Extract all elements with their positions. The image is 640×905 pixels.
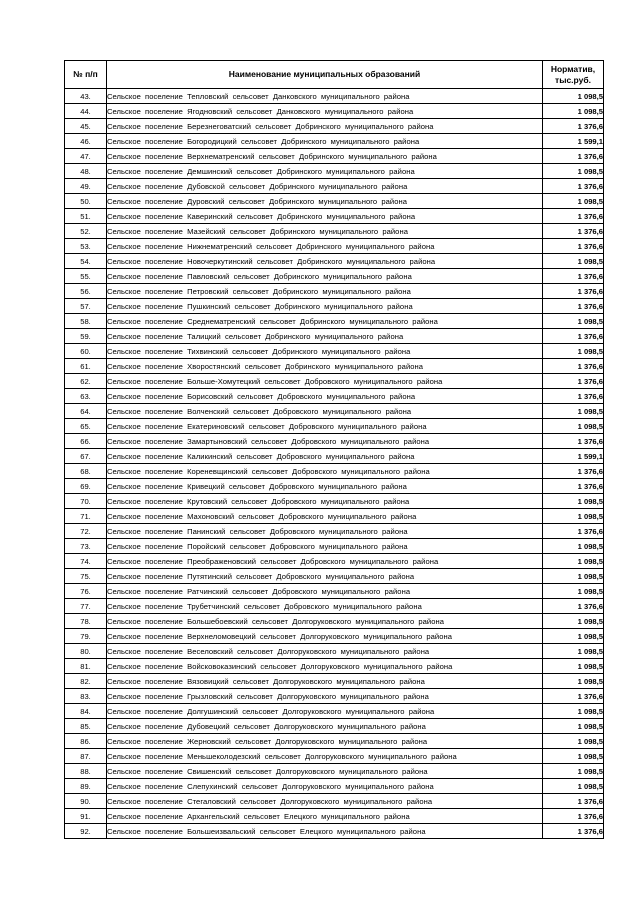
row-number: 46. xyxy=(65,134,107,149)
municipality-name: Сельское поселение Архангельский сельсовет Елецкого муниципального района xyxy=(107,809,543,824)
municipality-name: Сельское поселение Преображеновский сельсовет Добровского муниципального района xyxy=(107,554,543,569)
norm-value: 1 376,6 xyxy=(543,284,604,299)
municipality-name: Сельское поселение Екатериновский сельсовет Добровского муниципального района xyxy=(107,419,543,434)
municipality-name: Сельское поселение Крутовский сельсовет Добровского муниципального района xyxy=(107,494,543,509)
row-number: 71. xyxy=(65,509,107,524)
norm-value: 1 376,6 xyxy=(543,479,604,494)
row-number: 62. xyxy=(65,374,107,389)
row-number: 88. xyxy=(65,764,107,779)
table-row xyxy=(65,314,604,329)
municipality-name: Сельское поселение Большебоевский сельсовет Долгоруковского муниципального района xyxy=(107,614,543,629)
municipality-name: Сельское поселение Большеизвальский сельсовет Елецкого муниципального района xyxy=(107,824,543,839)
norm-value: 1 376,6 xyxy=(543,179,604,194)
municipality-name: Сельское поселение Войсковоказинский сельсовет Долгоруковского муниципального района xyxy=(107,659,543,674)
norm-value: 1 098,5 xyxy=(543,404,604,419)
row-number: 54. xyxy=(65,254,107,269)
norm-value: 1 098,5 xyxy=(543,779,604,794)
table-row xyxy=(65,239,604,254)
table-row xyxy=(65,104,604,119)
table-row xyxy=(65,764,604,779)
norm-value: 1 376,6 xyxy=(543,209,604,224)
table-row xyxy=(65,419,604,434)
norm-value: 1 098,5 xyxy=(543,314,604,329)
municipality-name: Сельское поселение Меньшеколодезский сельсовет Долгоруковского муниципального района xyxy=(107,749,543,764)
municipality-name: Сельское поселение Хворостянский сельсовет Добринского муниципального района xyxy=(107,359,543,374)
norm-value: 1 376,6 xyxy=(543,689,604,704)
row-number: 53. xyxy=(65,239,107,254)
norm-value: 1 376,6 xyxy=(543,389,604,404)
norm-value: 1 376,6 xyxy=(543,464,604,479)
row-number: 59. xyxy=(65,329,107,344)
row-number: 50. xyxy=(65,194,107,209)
table-row xyxy=(65,809,604,824)
row-number: 55. xyxy=(65,269,107,284)
table-row xyxy=(65,554,604,569)
table-row xyxy=(65,569,604,584)
table-row xyxy=(65,134,604,149)
municipality-name: Сельское поселение Мазейский сельсовет Добринского муниципального района xyxy=(107,224,543,239)
municipality-name: Сельское поселение Замартыновский сельсовет Добровского муниципального района xyxy=(107,434,543,449)
norm-value: 1 098,5 xyxy=(543,749,604,764)
table-row xyxy=(65,434,604,449)
municipality-name: Сельское поселение Махоновский сельсовет Добровского муниципального района xyxy=(107,509,543,524)
norm-value: 1 098,5 xyxy=(543,164,604,179)
norm-value: 1 098,5 xyxy=(543,674,604,689)
norm-value: 1 098,5 xyxy=(543,419,604,434)
municipality-name: Сельское поселение Демшинский сельсовет Добринского муниципального района xyxy=(107,164,543,179)
row-number: 63. xyxy=(65,389,107,404)
row-number: 61. xyxy=(65,359,107,374)
table-row xyxy=(65,254,604,269)
row-number: 92. xyxy=(65,824,107,839)
table-row xyxy=(65,509,604,524)
municipality-name: Сельское поселение Березнеговатский сельсовет Добринского муниципального района xyxy=(107,119,543,134)
norm-value: 1 376,6 xyxy=(543,599,604,614)
row-number: 56. xyxy=(65,284,107,299)
municipality-name: Сельское поселение Долгушинский сельсовет Долгоруковского муниципального района xyxy=(107,704,543,719)
norm-value: 1 098,5 xyxy=(543,629,604,644)
norm-value: 1 098,5 xyxy=(543,554,604,569)
municipality-name: Сельское поселение Грызловский сельсовет Долгоруковского муниципального района xyxy=(107,689,543,704)
municipality-name: Сельское поселение Панинский сельсовет Добровского муниципального района xyxy=(107,524,543,539)
norm-value: 1 376,6 xyxy=(543,524,604,539)
row-number: 45. xyxy=(65,119,107,134)
table-row xyxy=(65,389,604,404)
municipality-name: Сельское поселение Больше-Хомутецкий сельсовет Добровского муниципального района xyxy=(107,374,543,389)
municipality-name: Сельское поселение Богородицкий сельсовет Добринского муниципального района xyxy=(107,134,543,149)
norm-value: 1 098,5 xyxy=(543,344,604,359)
municipality-name: Сельское поселение Пушкинский сельсовет Добринского муниципального района xyxy=(107,299,543,314)
municipality-name: Сельское поселение Верхнеломовецкий сельсовет Долгоруковского муниципального района xyxy=(107,629,543,644)
municipality-name: Сельское поселение Тихвинский сельсовет Добринского муниципального района xyxy=(107,344,543,359)
municipality-name: Сельское поселение Кривецкий сельсовет Добровского муниципального района xyxy=(107,479,543,494)
row-number: 48. xyxy=(65,164,107,179)
row-number: 78. xyxy=(65,614,107,629)
row-number: 67. xyxy=(65,449,107,464)
municipality-name: Сельское поселение Новочеркутинский сельсовет Добринского муниципального района xyxy=(107,254,543,269)
table-row xyxy=(65,284,604,299)
table-row xyxy=(65,689,604,704)
table-row xyxy=(65,299,604,314)
norm-value: 1 376,6 xyxy=(543,359,604,374)
table-row xyxy=(65,224,604,239)
municipality-name: Сельское поселение Ягодновский сельсовет Данковского муниципального района xyxy=(107,104,543,119)
table-row xyxy=(65,779,604,794)
table-row xyxy=(65,404,604,419)
table-row xyxy=(65,479,604,494)
row-number: 68. xyxy=(65,464,107,479)
norm-value: 1 376,6 xyxy=(543,824,604,839)
header-norm-line1: Норматив, xyxy=(550,63,596,74)
table-row xyxy=(65,374,604,389)
municipality-name: Сельское поселение Талицкий сельсовет Добринского муниципального района xyxy=(107,329,543,344)
row-number: 73. xyxy=(65,539,107,554)
norm-value: 1 098,5 xyxy=(543,764,604,779)
row-number: 60. xyxy=(65,344,107,359)
norm-value: 1 098,5 xyxy=(543,509,604,524)
row-number: 57. xyxy=(65,299,107,314)
table-row xyxy=(65,194,604,209)
table-row xyxy=(65,119,604,134)
norm-value: 1 376,6 xyxy=(543,374,604,389)
row-number: 65. xyxy=(65,419,107,434)
norm-value: 1 376,6 xyxy=(543,119,604,134)
norm-value: 1 098,5 xyxy=(543,734,604,749)
municipality-name: Сельское поселение Нижнематренский сельсовет Добринского муниципального района xyxy=(107,239,543,254)
header-number: № п/п xyxy=(65,61,107,89)
norm-value: 1 376,6 xyxy=(543,299,604,314)
row-number: 86. xyxy=(65,734,107,749)
table-row xyxy=(65,794,604,809)
norm-value: 1 098,5 xyxy=(543,194,604,209)
municipality-name: Сельское поселение Дубовецкий сельсовет Долгоруковского муниципального района xyxy=(107,719,543,734)
table-row xyxy=(65,494,604,509)
table-header xyxy=(65,61,604,89)
municipality-name: Сельское поселение Жерновский сельсовет Долгоруковского муниципального района xyxy=(107,734,543,749)
row-number: 84. xyxy=(65,704,107,719)
table-row xyxy=(65,164,604,179)
table-row xyxy=(65,269,604,284)
row-number: 91. xyxy=(65,809,107,824)
row-number: 87. xyxy=(65,749,107,764)
municipal-norms-table xyxy=(64,60,604,839)
table-row xyxy=(65,179,604,194)
table-row xyxy=(65,584,604,599)
table-row xyxy=(65,629,604,644)
row-number: 66. xyxy=(65,434,107,449)
table-row xyxy=(65,359,604,374)
norm-value: 1 098,5 xyxy=(543,254,604,269)
municipality-name: Сельское поселение Стегаловский сельсовет Долгоруковского муниципального района xyxy=(107,794,543,809)
header-municipality-name: Наименование муниципальных образований xyxy=(107,61,543,89)
municipality-name: Сельское поселение Каверинский сельсовет Добринского муниципального района xyxy=(107,209,543,224)
table-row xyxy=(65,449,604,464)
municipality-name: Сельское поселение Свишенский сельсовет Долгоруковского муниципального района xyxy=(107,764,543,779)
row-number: 75. xyxy=(65,569,107,584)
norm-value: 1 098,5 xyxy=(543,644,604,659)
norm-value: 1 376,6 xyxy=(543,809,604,824)
municipality-name: Сельское поселение Каликинский сельсовет Добровского муниципального района xyxy=(107,449,543,464)
row-number: 51. xyxy=(65,209,107,224)
table-row xyxy=(65,749,604,764)
norm-value: 1 098,5 xyxy=(543,539,604,554)
row-number: 79. xyxy=(65,629,107,644)
table-row xyxy=(65,734,604,749)
municipality-name: Сельское поселение Верхнематренский сельсовет Добринского муниципального района xyxy=(107,149,543,164)
row-number: 44. xyxy=(65,104,107,119)
table-row xyxy=(65,539,604,554)
row-number: 77. xyxy=(65,599,107,614)
table-row xyxy=(65,329,604,344)
row-number: 47. xyxy=(65,149,107,164)
municipality-name: Сельское поселение Кореневщинский сельсовет Добровского муниципального района xyxy=(107,464,543,479)
municipality-name: Сельское поселение Борисовский сельсовет Добровского муниципального района xyxy=(107,389,543,404)
table-row xyxy=(65,344,604,359)
table-row xyxy=(65,209,604,224)
table-row xyxy=(65,659,604,674)
municipality-name: Сельское поселение Путятинский сельсовет Добровского муниципального района xyxy=(107,569,543,584)
norm-value: 1 376,6 xyxy=(543,794,604,809)
table-row xyxy=(65,719,604,734)
table-body xyxy=(65,89,604,839)
municipality-name: Сельское поселение Поройский сельсовет Добровского муниципального района xyxy=(107,539,543,554)
municipality-name: Сельское поселение Тепловский сельсовет Данковского муниципального района xyxy=(107,89,543,104)
norm-value: 1 376,6 xyxy=(543,224,604,239)
row-number: 89. xyxy=(65,779,107,794)
norm-value: 1 376,6 xyxy=(543,269,604,284)
norm-value: 1 098,5 xyxy=(543,494,604,509)
norm-value: 1 098,5 xyxy=(543,569,604,584)
row-number: 72. xyxy=(65,524,107,539)
municipality-name: Сельское поселение Трубетчинский сельсовет Добровского муниципального района xyxy=(107,599,543,614)
table-row xyxy=(65,149,604,164)
municipality-name: Сельское поселение Павловский сельсовет Добринского муниципального района xyxy=(107,269,543,284)
row-number: 70. xyxy=(65,494,107,509)
row-number: 82. xyxy=(65,674,107,689)
row-number: 81. xyxy=(65,659,107,674)
norm-value: 1 098,5 xyxy=(543,584,604,599)
municipality-name: Сельское поселение Ратчинский сельсовет Добровского муниципального района xyxy=(107,584,543,599)
row-number: 69. xyxy=(65,479,107,494)
table-row xyxy=(65,824,604,839)
municipality-name: Сельское поселение Дубовской сельсовет Добринского муниципального района xyxy=(107,179,543,194)
header-norm xyxy=(543,61,604,89)
norm-value: 1 098,5 xyxy=(543,704,604,719)
norm-value: 1 599,1 xyxy=(543,134,604,149)
norm-value: 1 376,6 xyxy=(543,434,604,449)
municipality-name: Сельское поселение Вязовицкий сельсовет Долгоруковского муниципального района xyxy=(107,674,543,689)
norm-value: 1 098,5 xyxy=(543,659,604,674)
row-number: 58. xyxy=(65,314,107,329)
row-number: 52. xyxy=(65,224,107,239)
row-number: 49. xyxy=(65,179,107,194)
norm-value: 1 098,5 xyxy=(543,104,604,119)
municipality-name: Сельское поселение Веселовский сельсовет Долгоруковского муниципального района xyxy=(107,644,543,659)
row-number: 83. xyxy=(65,689,107,704)
norm-value: 1 376,6 xyxy=(543,149,604,164)
table-row xyxy=(65,524,604,539)
row-number: 64. xyxy=(65,404,107,419)
table-row xyxy=(65,704,604,719)
row-number: 80. xyxy=(65,644,107,659)
header-row xyxy=(65,61,604,89)
row-number: 85. xyxy=(65,719,107,734)
norm-value: 1 599,1 xyxy=(543,449,604,464)
table-row xyxy=(65,644,604,659)
municipality-name: Сельское поселение Волченский сельсовет Добровского муниципального района xyxy=(107,404,543,419)
row-number: 76. xyxy=(65,584,107,599)
municipality-name: Сельское поселение Петровский сельсовет Добринского муниципального района xyxy=(107,284,543,299)
header-norm-line2: тыс.руб. xyxy=(555,74,591,85)
row-number: 43. xyxy=(65,89,107,104)
municipality-name: Сельское поселение Слепухинский сельсовет Долгоруковского муниципального района xyxy=(107,779,543,794)
table-row xyxy=(65,464,604,479)
norm-value: 1 098,5 xyxy=(543,89,604,104)
table-row xyxy=(65,614,604,629)
table-row xyxy=(65,89,604,104)
municipality-name: Сельское поселение Дуровский сельсовет Добринского муниципального района xyxy=(107,194,543,209)
row-number: 74. xyxy=(65,554,107,569)
table-row xyxy=(65,674,604,689)
municipality-name: Сельское поселение Среднематренский сельсовет Добринского муниципального района xyxy=(107,314,543,329)
norm-value: 1 098,5 xyxy=(543,719,604,734)
norm-value: 1 098,5 xyxy=(543,614,604,629)
table-row xyxy=(65,599,604,614)
norm-value: 1 376,6 xyxy=(543,239,604,254)
norm-value: 1 376,6 xyxy=(543,329,604,344)
row-number: 90. xyxy=(65,794,107,809)
